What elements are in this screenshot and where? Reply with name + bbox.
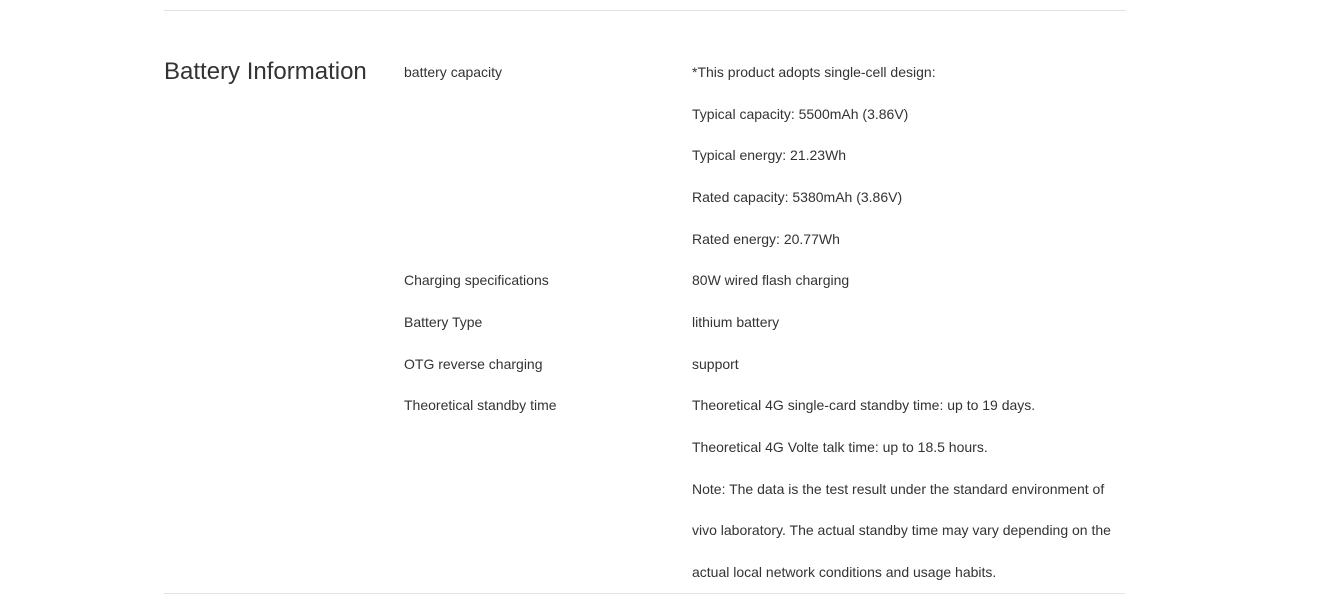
spec-values <box>692 385 1126 593</box>
spec-row-battery-type <box>404 302 1126 344</box>
spec-label: OTG reverse charging <box>404 355 543 372</box>
spec-value: vivo laboratory. The actual standby time may vary depending on the <box>692 522 1111 539</box>
spec-value: Note: The data is the test result under the standard environment of <box>692 480 1105 497</box>
spec-value: *This product adopts single-cell design: <box>692 64 936 80</box>
spec-values <box>692 344 1126 386</box>
spec-value: Typical capacity: 5500mAh (3.86V) <box>692 105 909 122</box>
spec-value: Typical energy: 21.23Wh <box>692 147 847 164</box>
spec-value: Theoretical 4G single-card standby time: up to 19 days. <box>692 397 1036 414</box>
spec-row-otg-reverse-charging <box>404 344 1126 386</box>
spec-value: Rated energy: 20.77Wh <box>692 230 840 247</box>
top-divider <box>164 10 1126 11</box>
spec-value: 80W wired flash charging <box>692 272 850 289</box>
spec-label: Battery Type <box>404 314 483 331</box>
spec-values <box>692 260 1126 302</box>
spec-value: actual local network conditions and usage habits. <box>692 564 997 581</box>
spec-row-charging-specifications <box>404 260 1126 302</box>
spec-label: battery capacity <box>404 64 503 80</box>
spec-values <box>692 302 1126 344</box>
spec-row-theoretical-standby-time <box>404 385 1126 593</box>
spec-label: Charging specifications <box>404 272 549 289</box>
spec-values <box>692 52 1126 260</box>
spec-row-battery-capacity <box>404 52 1126 260</box>
spec-value: Theoretical 4G Volte talk time: up to 18.5 hours. <box>692 439 988 456</box>
spec-value: support <box>692 355 739 372</box>
spec-value: lithium battery <box>692 314 780 331</box>
section-title: Battery Information <box>164 58 367 85</box>
battery-spec-table <box>404 52 1126 594</box>
spec-label: Theoretical standby time <box>404 397 557 414</box>
spec-value: Rated capacity: 5380mAh (3.86V) <box>692 189 903 206</box>
